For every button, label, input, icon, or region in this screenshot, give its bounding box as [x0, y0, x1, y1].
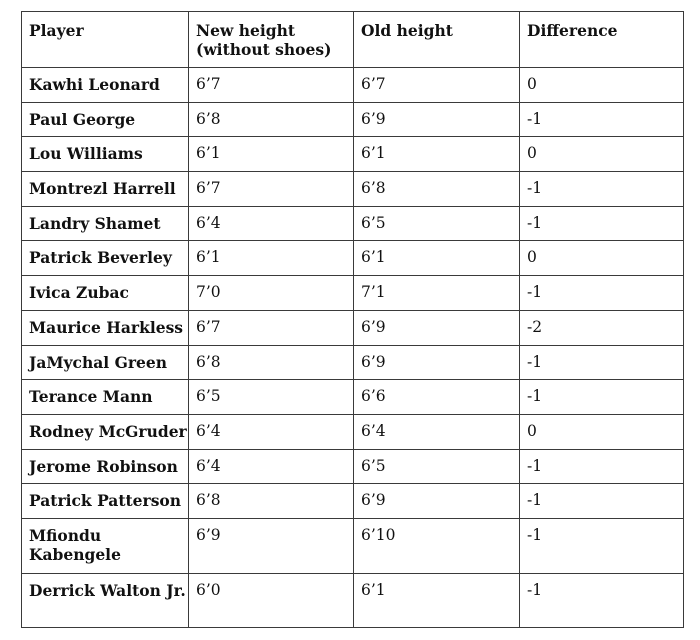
- header-old-height: Old height: [354, 12, 520, 68]
- old-height: 6’8: [354, 172, 520, 207]
- old-height: 6’9: [354, 484, 520, 519]
- new-height: 6’8: [189, 102, 354, 137]
- new-height: 6’1: [189, 137, 354, 172]
- table-row: [22, 484, 684, 519]
- height-difference: -1: [520, 276, 684, 311]
- player-name: Maurice Harkless: [22, 310, 189, 345]
- height-difference: -1: [520, 449, 684, 484]
- new-height: 6’4: [189, 414, 354, 449]
- header-new-height: New height (without shoes): [189, 12, 354, 68]
- table-row: [22, 518, 684, 573]
- table-row: [22, 206, 684, 241]
- old-height: 6’9: [354, 102, 520, 137]
- header-difference: Difference: [520, 12, 684, 68]
- old-height: 6’5: [354, 206, 520, 241]
- height-difference: -1: [520, 380, 684, 415]
- player-name: Patrick Beverley: [22, 241, 189, 276]
- player-name: JaMychal Green: [22, 345, 189, 380]
- height-difference: 0: [520, 137, 684, 172]
- height-difference: -1: [520, 206, 684, 241]
- height-difference: -1: [520, 102, 684, 137]
- height-difference: 0: [520, 68, 684, 103]
- table-row: [22, 414, 684, 449]
- new-height: 6’8: [189, 484, 354, 519]
- height-difference: -1: [520, 518, 684, 573]
- height-difference: -1: [520, 172, 684, 207]
- player-name: Rodney McGruder: [22, 414, 189, 449]
- player-name: Paul George: [22, 102, 189, 137]
- new-height: 6’7: [189, 68, 354, 103]
- height-difference: -1: [520, 345, 684, 380]
- new-height: 6’4: [189, 206, 354, 241]
- old-height: 6’5: [354, 449, 520, 484]
- table-row: [22, 241, 684, 276]
- header-player: Player: [22, 12, 189, 68]
- player-name: Derrick Walton Jr.: [22, 573, 189, 627]
- new-height: 6’7: [189, 172, 354, 207]
- table-row: [22, 276, 684, 311]
- height-difference: -2: [520, 310, 684, 345]
- new-height: 6’5: [189, 380, 354, 415]
- old-height: 6’1: [354, 137, 520, 172]
- old-height: 6’1: [354, 241, 520, 276]
- player-name: Landry Shamet: [22, 206, 189, 241]
- table-row: [22, 102, 684, 137]
- table-row: [22, 172, 684, 207]
- height-difference: 0: [520, 414, 684, 449]
- player-name: Patrick Patterson: [22, 484, 189, 519]
- old-height: 6’4: [354, 414, 520, 449]
- player-name: Jerome Robinson: [22, 449, 189, 484]
- player-name: Terance Mann: [22, 380, 189, 415]
- table-row: [22, 137, 684, 172]
- table-row: [22, 68, 684, 103]
- height-difference: -1: [520, 573, 684, 627]
- table-row: [22, 310, 684, 345]
- player-name: Kawhi Leonard: [22, 68, 189, 103]
- player-name: Montrezl Harrell: [22, 172, 189, 207]
- old-height: 6’10: [354, 518, 520, 573]
- new-height: 6’7: [189, 310, 354, 345]
- table-row: [22, 449, 684, 484]
- player-name: Ivica Zubac: [22, 276, 189, 311]
- new-height: 6’0: [189, 573, 354, 627]
- new-height: 6’9: [189, 518, 354, 573]
- player-name: Lou Williams: [22, 137, 189, 172]
- new-height: 6’8: [189, 345, 354, 380]
- table-row: [22, 345, 684, 380]
- height-difference: -1: [520, 484, 684, 519]
- header-row: [22, 12, 684, 68]
- old-height: 6’1: [354, 573, 520, 627]
- old-height: 6’9: [354, 345, 520, 380]
- new-height: 7’0: [189, 276, 354, 311]
- new-height: 6’1: [189, 241, 354, 276]
- old-height: 6’9: [354, 310, 520, 345]
- height-difference: 0: [520, 241, 684, 276]
- old-height: 6’7: [354, 68, 520, 103]
- height-comparison-table: [21, 11, 684, 628]
- table-row: [22, 573, 684, 627]
- new-height: 6’4: [189, 449, 354, 484]
- old-height: 6’6: [354, 380, 520, 415]
- old-height: 7’1: [354, 276, 520, 311]
- player-name: Mfiondu Kabengele: [22, 518, 189, 573]
- table-row: [22, 380, 684, 415]
